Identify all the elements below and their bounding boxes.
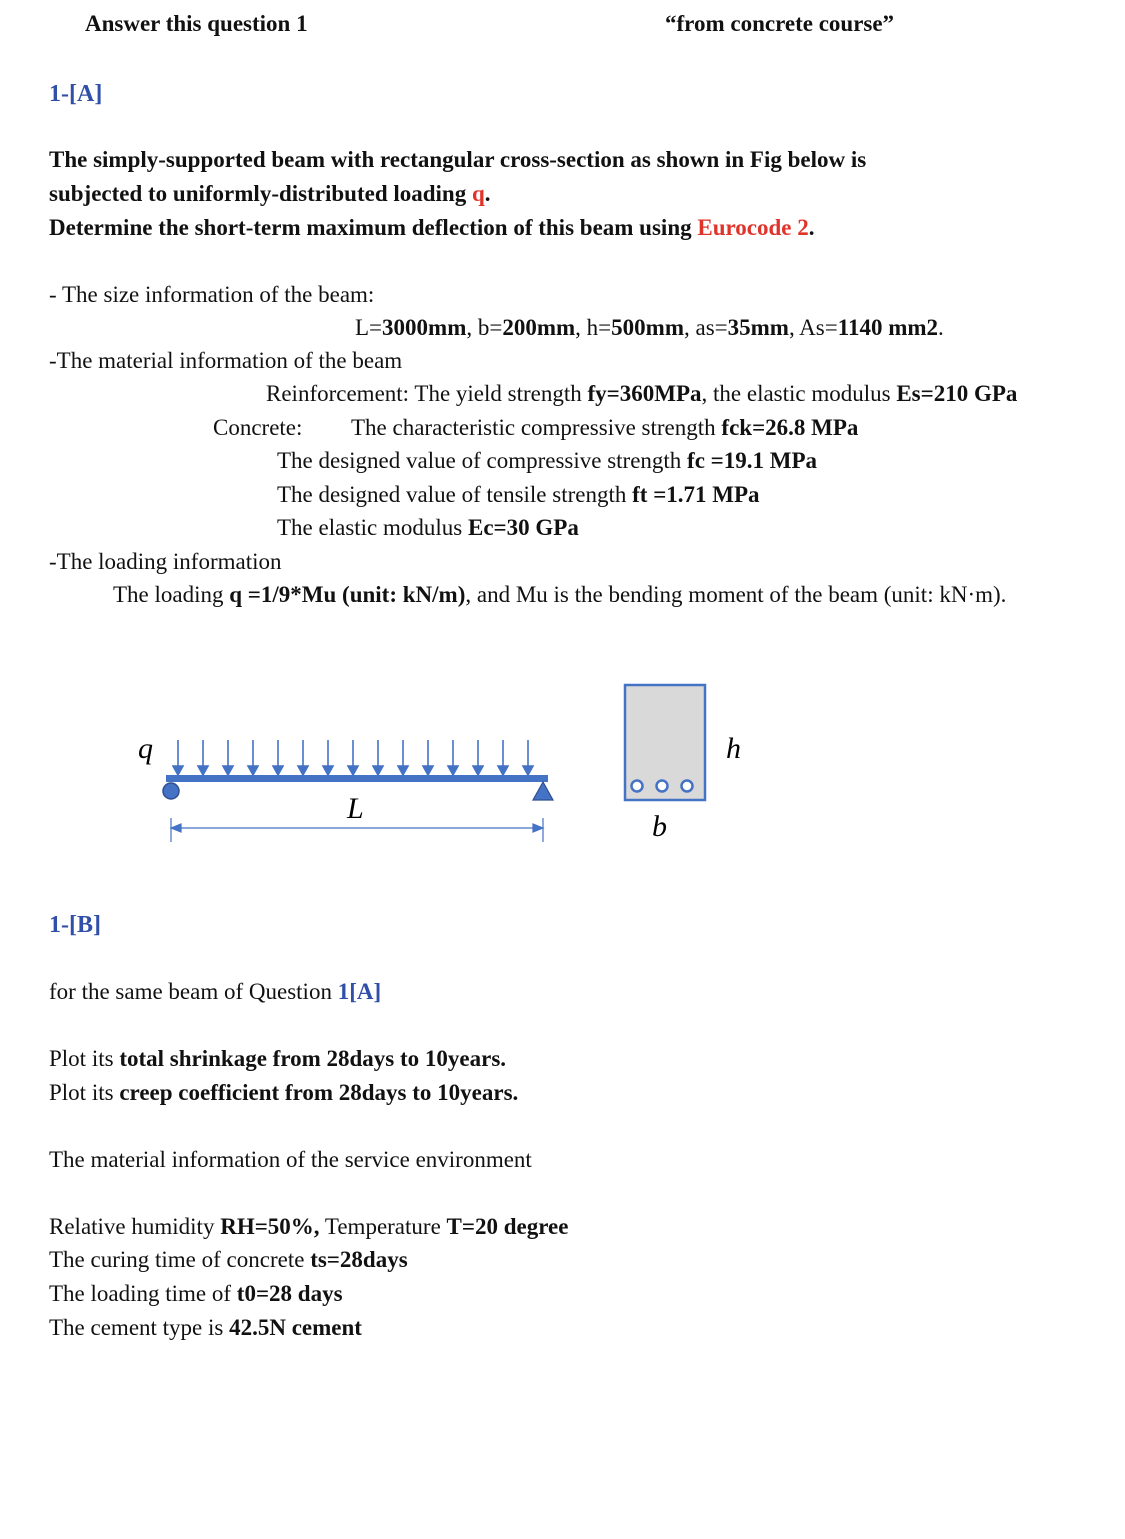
header-right: “from concrete course” [665,11,895,36]
height-label: h [726,732,741,765]
rebar [682,781,693,792]
roller-support [163,783,179,799]
width-label: b [652,810,667,843]
cement-type-line: The cement type is 42.5N cement [49,1315,362,1340]
environment-label: The material information of the service environment [49,1147,532,1172]
material-label: -The material information of the beam [49,348,403,373]
part-b-heading: 1-[B] [49,912,101,938]
header-left: Answer this question 1 [85,11,308,36]
humidity-temperature-line: Relative humidity RH=50%, Temperature T=20 degree [49,1214,569,1239]
curing-time-line: The curing time of concrete ts=28days [49,1247,408,1272]
same-beam-line: for the same beam of Question 1[A] [49,979,382,1004]
q-label: q [138,732,153,765]
beam-figure [0,660,1125,860]
part-a-heading: 1-[A] [49,81,103,107]
ec-line: The elastic modulus Ec=30 GPa [277,515,579,540]
problem-line-3: Determine the short-term maximum deflection of this beam using Eurocode 2. [49,215,815,240]
eurocode-ref: Eurocode 2 [697,215,809,240]
reinforcement-line: Reinforcement: The yield strength fy=360MPa, the elastic modulus Es=210 GPa [266,381,1018,406]
size-label: - The size information of the beam: [49,282,375,307]
span-label: L [347,792,364,825]
plot-shrinkage-line: Plot its total shrinkage from 28days to 10years. [49,1046,507,1071]
fc-line: The designed value of compressive strength fc =19.1 MPa [277,448,818,473]
size-values: L=3000mm, b=200mm, h=500mm, as=35mm, As=1140 mm2. [355,315,944,340]
distributed-load-arrows [173,740,533,775]
pin-support [533,782,553,800]
loading-line: The loading q =1/9*Mu (unit: kN/m), and Mu is the bending moment of the beam (unit: kN·m). [113,582,1007,607]
problem-line-2: subjected to uniformly-distributed loading q. [49,181,491,206]
problem-line-1: The simply-supported beam with rectangular cross-section as shown in Fig below is [49,147,867,172]
rebar [632,781,643,792]
rebar [657,781,668,792]
loading-label: -The loading information [49,549,282,574]
load-symbol-q: q [471,181,485,206]
ft-line: The designed value of tensile strength ft =1.71 MPa [277,482,760,507]
plot-creep-line: Plot its creep coefficient from 28days to 10years. [49,1080,519,1105]
beam [166,775,548,782]
concrete-label: Concrete: [213,415,303,440]
fck-line: The characteristic compressive strength fck=26.8 MPa [351,415,859,440]
loading-time-line: The loading time of t0=28 days [49,1281,343,1306]
